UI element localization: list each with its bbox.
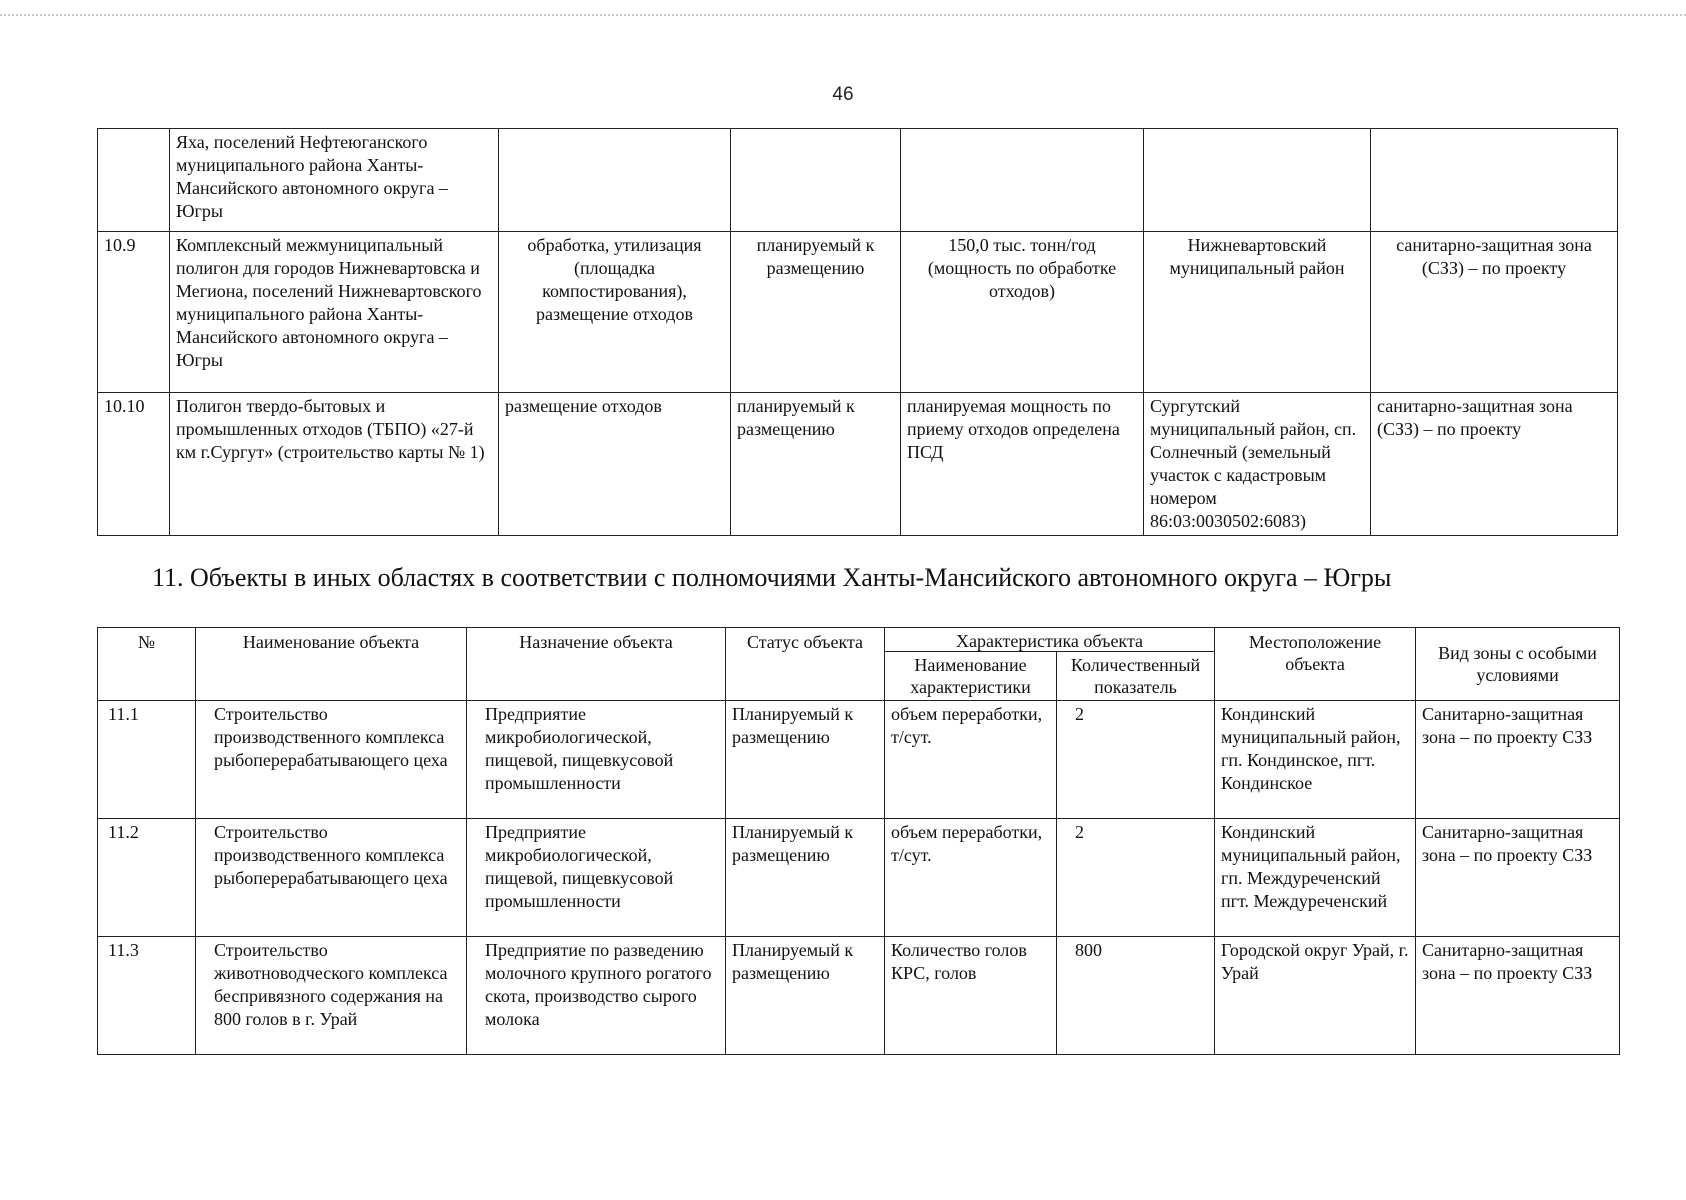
object-status [731, 129, 901, 232]
object-purpose [499, 129, 731, 232]
header-status: Статус объекта [726, 628, 885, 701]
object-capacity [901, 129, 1144, 232]
object-location [1144, 129, 1371, 232]
table-header-row [98, 628, 1620, 652]
object-status: планируемый к размещению [731, 232, 901, 393]
header-name: Наименование объекта [196, 628, 467, 701]
object-capacity: 150,0 тыс. тонн/год (мощность по обработке отходов) [901, 232, 1144, 393]
object-location: Кондинский муниципальный район, гп. Кондинское, пгт. Кондинское [1215, 701, 1416, 819]
characteristic-value: 2 [1057, 819, 1215, 937]
object-zone: Санитарно-защитная зона – по проекту СЗЗ [1416, 701, 1620, 819]
characteristic-value: 2 [1057, 701, 1215, 819]
table-waste-objects [97, 128, 1618, 536]
object-purpose: Предприятие микробиологической, пищевой, пищевкусовой промышленности [467, 701, 726, 819]
object-purpose: Предприятие микробиологической, пищевой, пищевкусовой промышленности [467, 819, 726, 937]
characteristic-value: 800 [1057, 937, 1215, 1055]
header-purpose: Назначение объекта [467, 628, 726, 701]
table-row [98, 819, 1620, 937]
object-zone [1371, 129, 1618, 232]
object-name: Строительство производственного комплекса рыбоперерабатывающего цеха [196, 819, 467, 937]
table-row [98, 393, 1618, 536]
row-number: 10.10 [98, 393, 170, 536]
object-location: Городской округ Урай, г. Урай [1215, 937, 1416, 1055]
object-purpose: обработка, утилизация (площадка компостирования), размещение отходов [499, 232, 731, 393]
table-section-11 [97, 627, 1620, 1055]
table-row [98, 232, 1618, 393]
header-location: Местоположение объекта [1215, 628, 1416, 701]
object-name: Полигон твердо-бытовых и промышленных отходов (ТБПО) «27-й км г.Сургут» (строительство карты № 1) [170, 393, 499, 536]
table-row [98, 701, 1620, 819]
object-location: Кондинский муниципальный район, гп. Междуреченский пгт. Междуреченский [1215, 819, 1416, 937]
object-zone: санитарно-защитная зона (СЗЗ) – по проекту [1371, 393, 1618, 536]
row-number: 10.9 [98, 232, 170, 393]
characteristic-name: объем переработки, т/сут. [885, 819, 1057, 937]
object-status: Планируемый к размещению [726, 937, 885, 1055]
row-number: 11.2 [98, 819, 196, 937]
object-name: Яха, поселений Нефтеюганского муниципального района Ханты-Мансийского автономного округа – Югры [170, 129, 499, 232]
header-char-value: Количественный показатель [1057, 652, 1215, 701]
header-char-name: Наименование характеристики [885, 652, 1057, 701]
scan-edge-line [0, 14, 1686, 16]
object-name: Комплексный межмуниципальный полигон для городов Нижневартовска и Мегиона, поселений Нижневартовского муниципального района Ханты-Мансийского автономного округа – Югры [170, 232, 499, 393]
table-row [98, 937, 1620, 1055]
row-number [98, 129, 170, 232]
page-number: 46 [832, 84, 854, 105]
section-11-title: 11. Объекты в иных областях в соответствии с полномочиями Ханты-Мансийского автономного округа – Югры [152, 563, 1392, 592]
object-purpose: размещение отходов [499, 393, 731, 536]
object-status: Планируемый к размещению [726, 701, 885, 819]
table-row [98, 129, 1618, 232]
object-purpose: Предприятие по разведению молочного крупного рогатого скота, производство сырого молока [467, 937, 726, 1055]
header-characteristics-group: Характеристика объекта [885, 628, 1215, 652]
characteristic-name: Количество голов КРС, голов [885, 937, 1057, 1055]
object-status: Планируемый к размещению [726, 819, 885, 937]
object-status: планируемый к размещению [731, 393, 901, 536]
object-location: Сургутский муниципальный район, сп. Солнечный (земельный участок с кадастровым номером 86:03:0030502:6083) [1144, 393, 1371, 536]
object-zone: Санитарно-защитная зона – по проекту СЗЗ [1416, 937, 1620, 1055]
row-number: 11.3 [98, 937, 196, 1055]
characteristic-name: объем переработки, т/сут. [885, 701, 1057, 819]
object-name: Строительство животноводческого комплекса беспривязного содержания на 800 голов в г. Урай [196, 937, 467, 1055]
object-location: Нижневартовский муниципальный район [1144, 232, 1371, 393]
object-name: Строительство производственного комплекса рыбоперерабатывающего цеха [196, 701, 467, 819]
header-num: № [98, 628, 196, 701]
object-zone: санитарно-защитная зона (СЗЗ) – по проекту [1371, 232, 1618, 393]
object-capacity: планируемая мощность по приему отходов определена ПСД [901, 393, 1144, 536]
row-number: 11.1 [98, 701, 196, 819]
header-zone: Вид зоны с особыми условиями [1416, 628, 1620, 701]
object-zone: Санитарно-защитная зона – по проекту СЗЗ [1416, 819, 1620, 937]
